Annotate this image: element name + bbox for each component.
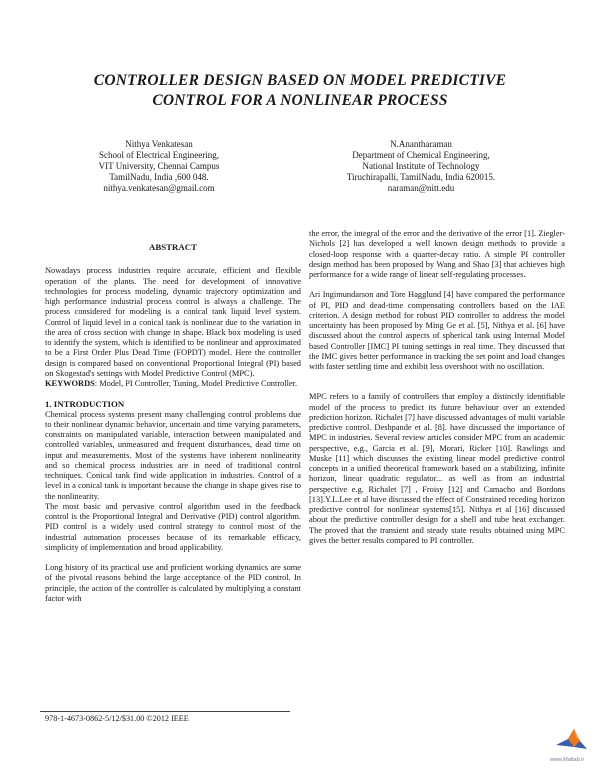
title-line-2: CONTROL FOR A NONLINEAR PROCESS [152, 92, 448, 109]
author-institution: VIT University, Chennai Campus [98, 161, 220, 171]
intro-paragraph: Chemical process systems present many challenging control problems due to their nonlinear dynamic behavior, uncertain and time varying parameters, constraints on manipulated variable, interaction between manipulated and controlled variables, unmeasured and frequent disturbances, dead time on input and measurements. Most of the systems have inherent nonlinearity and so chemical process industries are in need of traditional control techniques. Conical tank find wide application in industries. Control of a level in a conical tank is important because the change in shape gives rise to the nonlinearity. [45, 409, 301, 501]
copyright-footer: 978-1-4673-0862-5/12/$31.00 ©2012 IEEE [45, 714, 189, 723]
watermark-url[interactable]: www.Matlab.ir [550, 757, 585, 763]
keywords-text: : Model, PI Controller, Tuning, Model Predictive Controller. [94, 379, 298, 388]
right-column [309, 229, 565, 546]
author-name: N.Anantharaman [390, 139, 452, 149]
introduction-heading: 1. INTRODUCTION [45, 399, 125, 410]
author-department: School of Electrical Engineering, [99, 150, 219, 160]
left-column [45, 242, 301, 604]
author-email[interactable]: naraman@nitt.edu [387, 183, 455, 193]
author-institution: National Institute of Technology [362, 161, 480, 171]
author-block-2 [321, 139, 521, 194]
abstract-text: Nowadays process industries require accurate, efficient and flexible operation of the plants. The need for development of innovative technologies for process modeling, dynamic trajectory optimization and high performance industrial process control is always a challenge. The process considered for modeling is a conical tank liquid level system. Control of liquid level in a conical tank is nonlinear due to the variation in the area of cross section with change in shape. Black box modeling is used to identify the system, which is identified to be nonlinear and approximated to be a First Order Plus Dead Time (FOPDT) model. Here the controller design is compared based on conventional Proportional Integral (PI) based on Skogestad's settings with Model Predictive Control (MPC). [45, 266, 301, 378]
abstract-heading: ABSTRACT [149, 242, 197, 252]
author-block-1 [64, 139, 254, 194]
author-department: Department of Chemical Engineering, [352, 150, 490, 160]
keywords [45, 379, 301, 389]
author-email[interactable]: nithya.venkatesan@gmail.com [103, 183, 215, 193]
footer-divider [40, 711, 290, 712]
author-location: Tiruchirapalli, TamilNadu, India 620015. [346, 172, 496, 182]
title-line-1: CONTROLLER DESIGN BASED ON MODEL PREDICTIVE [93, 72, 507, 89]
keywords-label: KEYWORDS [45, 379, 95, 388]
author-name: Nithya Venkatesan [125, 139, 193, 149]
body-paragraph: Ari Ingimundarson and Tore Hagglund [4] have compared the performance of PI, PID and dead-time compensating controllers based on the IAE criterion. A design method for robust PID controller to address the model uncertainty has been proposed by Ming Ge et al. [5], Nithya et al. [6] have discussed about the control aspects of spherical tank using Internal Model based Controller [IMC] PI tuning settings in real time. They discussed that the IMC gives better performance in tracking the set point and load changes with faster settling time and exhibit less overshoot with no oscillation. [309, 290, 565, 371]
intro-paragraph: The most basic and pervasive control algorithm used in the feedback control is the Proportional Integral and Derivative (PID) control algorithm. PID control is a widely used control strategy to control most of the industrial automation processes because of its remarkable efficacy, simplicity of implementation and broad applicability. [45, 501, 301, 552]
body-paragraph: MPC refers to a family of controllers that employ a distinctly identifiable model of the process to predict its future behaviour over an extended prediction horizon. Richalet [7] have discussed advantages of multi variable predictive control. Deshpande et al. [8]. have discussed the importance of MPC in industries. Several review articles consider MPC from an academic perspective, e.g., Garcia et al. [9], Morari, Ricker [10]. Rawlings and Muske [11] which discusses the existing linear model predictive control concepts in a unified theoretical framework based on a stabilizing, infinite horizon, linear quadratic regulator... as well as from an industrial perspective e.g. Richalet [7] , Froisy [12] and Camacho and Bordons [13].Y.L.Lee et al have discussed the effect of Constrained receding horizon predictive control for nonlinear systems[15]. Nithya et al [16] discussed about the predictive controller design for a shell and tube heat exchanger. The proved that the transient and steady state results obtained using MPC gives the better results compared to PI controller. [309, 392, 565, 545]
author-location: TamilNadu, India ,600 048. [109, 172, 209, 182]
intro-paragraph: Long history of its practical use and proficient working dynamics are some of the pivotal reasons behind the large acceptance of the PID control. In principle, the action of the controller is calculated by multiplying a constant factor with [45, 563, 301, 603]
body-paragraph: the error, the integral of the error and the derivative of the error [1]. Ziegler- Nichols [2] has developed a well known design methods to provide a closed-loop response with a quarter-decay ratio. A simple PI controller design method has been proposed by Wang and Shao [3] that achieves high performance for a wide range of linear self-regulating processes. [309, 229, 565, 279]
paper-title [40, 71, 560, 111]
matlab-logo-icon [554, 725, 588, 755]
